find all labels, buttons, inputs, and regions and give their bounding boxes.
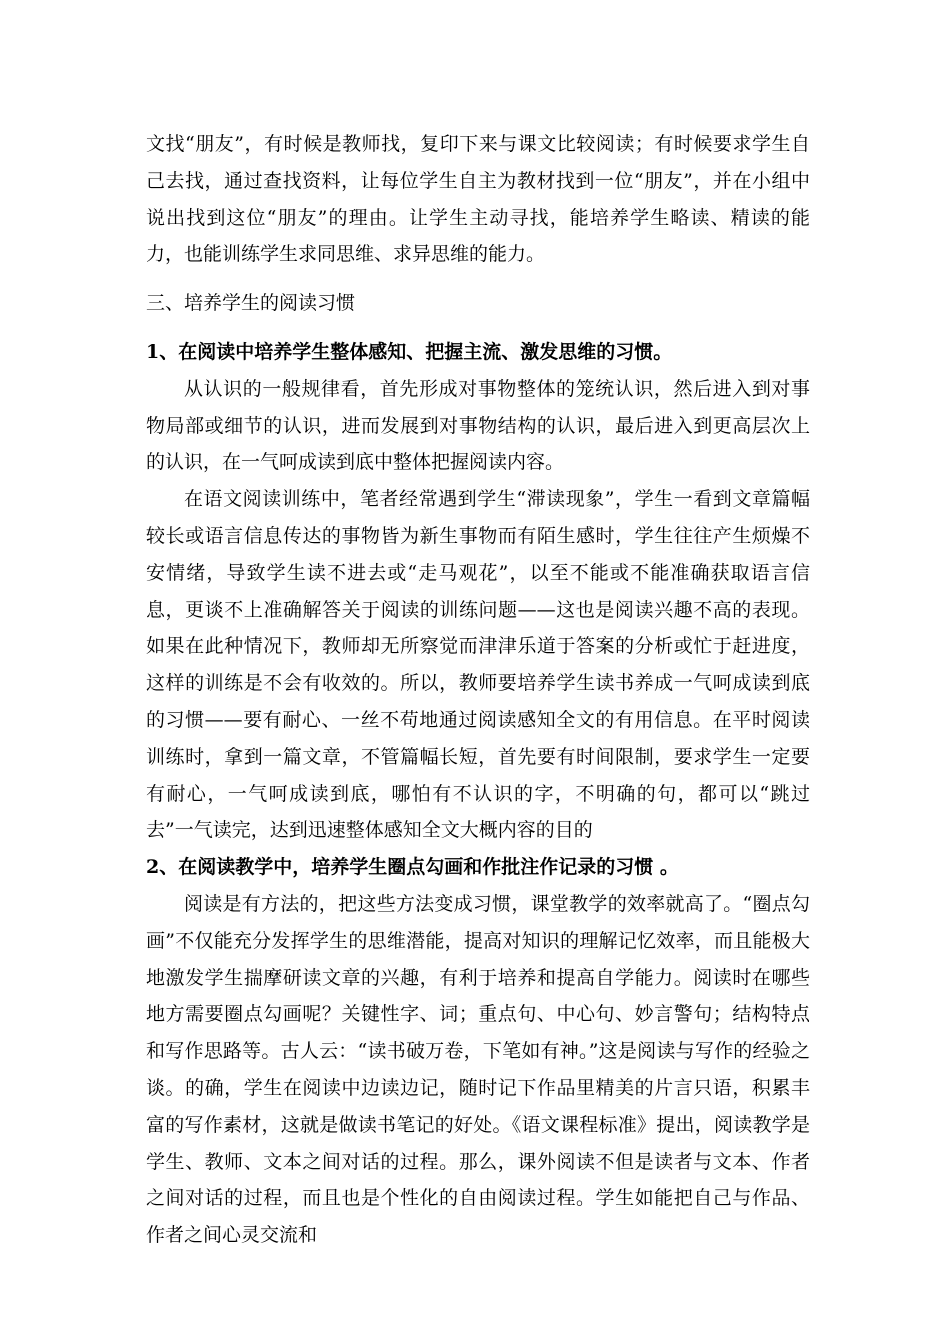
subsection-heading-1: 1、在阅读中培养学生整体感知、把握主流、激发思维的习惯。 bbox=[146, 340, 673, 363]
paragraph-overall-perception: 从认识的一般规律看，首先形成对事物整体的笼统认识，然后进入到对事物局部或细节的认识，进而发展到对事物结构的认识，最后进入到更高层次上的认识，在一气呵成读到底中整体把握阅读内容。 bbox=[146, 377, 810, 474]
paragraph-continuation: 文找“朋友”，有时候是教师找，复印下来与课文比较阅读；有时候要求学生自己去找，通过查找资料，让每位学生自主为教材找到一位“朋友”，并在小组中说出找到这位“朋友”的理由。让学生主动寻找，能培养学生略读、精读的能力，也能训练学生求同思维、求异思维的能力。 bbox=[146, 133, 810, 266]
paragraph-annotation-habit: 阅读是有方法的，把这些方法变成习惯，课堂教学的效率就高了。“圈点勾画”不仅能充分发挥学生的思维潜能，提高对知识的理解记忆效率，而且能极大地激发学生揣摩研读文章的兴趣，有利于培养和提高自学能力。阅读时在哪些地方需要圈点勾画呢？关键性字、词；重点句、中心句、妙言警句；结构特点和写作思路等。古人云：“读书破万卷，下笔如有神。”这是阅读与写作的经验之谈。的确，学生在阅读中边读边记，随时记下作品里精美的片言只语，积累丰富的写作素材，这就是做读书笔记的好处。《语文课程标准》提出，阅读教学是学生、教师、文本之间对话的过程。那么，课外阅读不但是读者与文本、作者之间对话的过程，而且也是个性化的自由阅读过程。学生如能把自己与作品、作者之间心灵交流和 bbox=[146, 892, 810, 1247]
paragraph-reading-training: 在语文阅读训练中，笔者经常遇到学生“滞读现象”，学生一看到文章篇幅较长或语言信息传达的事物皆为新生事物而有陌生感时，学生往往产生烦燥不安情绪，导致学生读不进去或“走马观花”，以至不能或不能准确获取语言信息，更谈不上准确解答关于阅读的训练问题——这也是阅读兴趣不高的表现。如果在此种情况下，教师却无所察觉而津津乐道于答案的分析或忙于赶进度，这样的训练是不会有收效的。所以，教师要培养学生读书养成一气呵成读到底的习惯——要有耐心、一丝不苟地通过阅读感知全文的有用信息。在平时阅读训练时，拿到一篇文章，不管篇幅长短，首先要有时间限制，要求学生一定要有耐心，一气呵成读到底，哪怕有不认识的字，不明确的句，都可以“跳过去”一气读完，达到迅速整体感知全文大概内容的目的 bbox=[146, 488, 810, 842]
document-page bbox=[146, 126, 810, 1254]
subsection-heading-2: 2、在阅读教学中，培养学生圈点勾画和作批注作记录的习惯 。 bbox=[146, 856, 679, 879]
section-heading: 三、培养学生的阅读习惯 bbox=[146, 292, 356, 315]
